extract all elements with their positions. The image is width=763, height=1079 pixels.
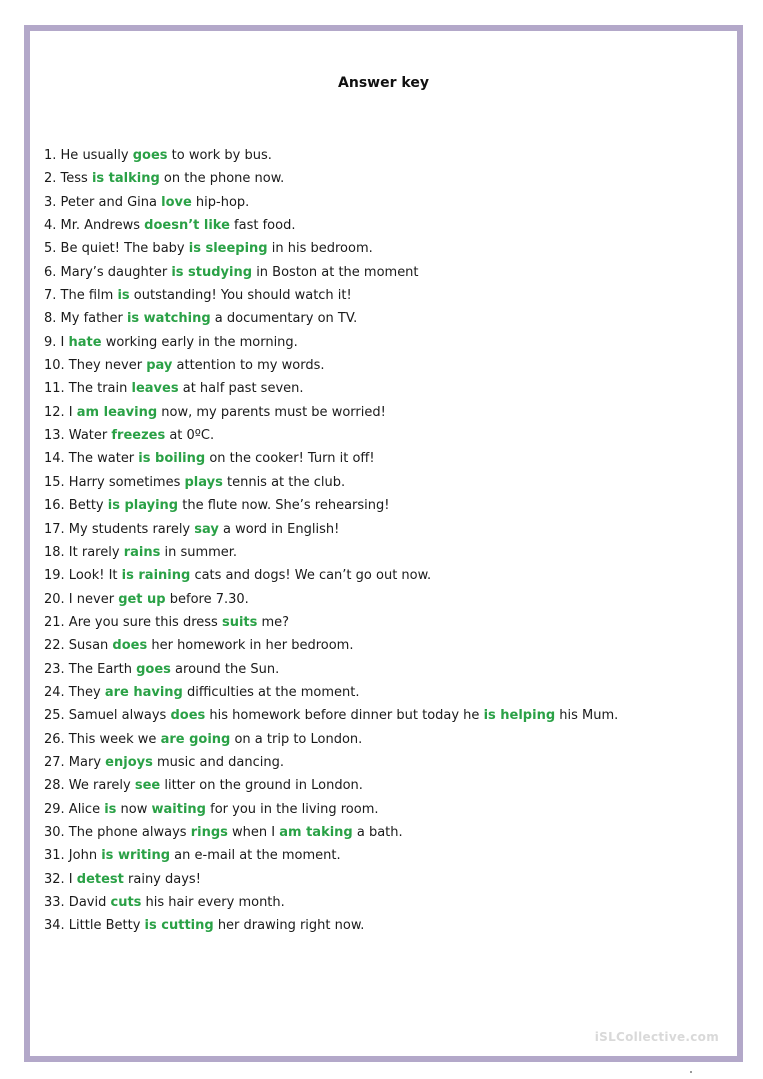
sentence-text: 29. Alice [44,801,105,817]
answer-item [44,681,618,704]
answer-item [44,868,618,891]
sentence-text: a word in English! [218,521,340,537]
answer-item [44,891,618,914]
answer-item [44,447,618,470]
sentence-text: 6. Mary’s daughter [44,264,172,280]
sentence-text: 31. John [44,848,102,864]
answer-item [44,424,618,447]
sentence-text: 19. Look! It [44,568,122,584]
sentence-text: 33. David [44,895,111,910]
sentence-text: 18. It rarely [44,544,124,560]
sentence-text: to work by bus. [167,148,272,163]
sentence-text: 13. Water [44,428,112,444]
sentence-text: 20. I never [44,591,119,607]
sentence-text: 32. I [44,871,77,887]
answer-verb: is studying [171,264,253,280]
answer-verb: plays [184,474,223,490]
sentence-text: music and dancing. [152,754,284,770]
sentence-text: 7. The film [44,288,118,304]
answer-verb: goes [132,148,168,163]
answer-verb: doesn’t like [144,218,230,234]
sentence-text: her homework in her bedroom. [147,638,354,654]
sentence-text: an e-mail at the moment. [170,848,341,864]
answer-verb: is [117,288,130,304]
sentence-text: 11. The train [44,381,132,397]
answer-item [44,237,618,260]
answer-item [44,284,618,307]
page-title: Answer key [338,75,429,91]
sentence-text: when I [227,824,280,840]
sentence-text: his Mum. [555,708,619,724]
answer-verb: is sleeping [188,241,268,257]
sentence-text: 12. I [44,404,77,420]
sentence-text: in his bedroom. [267,241,373,257]
sentence-text: in Boston at the moment [252,264,419,280]
sentence-text: 14. The water [44,451,139,467]
sentence-text: me? [257,614,290,630]
answer-item [44,798,618,821]
answer-verb: see [134,778,161,794]
sentence-text: rainy days! [123,871,201,887]
answer-item [44,564,618,587]
sentence-text: 34. Little Betty [44,918,145,934]
sentence-text: her drawing right now. [213,918,365,934]
sentence-text: at half past seven. [178,381,304,397]
answer-item [44,331,618,354]
answer-verb: say [194,521,219,537]
answer-item [44,191,618,214]
answer-verb: is talking [91,171,160,187]
sentence-text: on the cooker! Turn it off! [205,451,375,467]
answer-verb: am leaving [76,404,158,420]
answer-item [44,914,618,937]
answer-verb: rains [123,544,161,560]
answer-item [44,774,618,797]
sentence-text: tennis at the club. [222,474,346,490]
sentence-text: now [116,801,152,817]
sentence-text: 15. Harry sometimes [44,474,185,490]
sentence-text: on a trip to London. [230,731,363,747]
sentence-text: at 0ºC. [165,428,215,444]
sentence-text: his homework before dinner but today he [205,708,484,724]
sentence-text: his hair every month. [141,895,285,910]
answer-verb: are going [160,731,231,747]
answer-item [44,844,618,867]
answer-list [44,144,618,938]
sentence-text: a documentary on TV. [210,311,358,327]
sentence-text: difficulties at the moment. [182,684,360,700]
answer-verb: detest [76,871,124,887]
sentence-text: 30. The phone always [44,824,191,840]
answer-verb: is playing [107,498,179,514]
answer-item [44,261,618,284]
sentence-text: around the Sun. [170,661,280,677]
answer-verb: is writing [101,848,171,864]
sentence-text: 8. My father [44,311,127,327]
sentence-text: cats and dogs! We can’t go out now. [190,568,432,584]
answer-verb: suits [221,614,258,630]
answer-item [44,704,618,727]
answer-item [44,144,618,167]
sentence-text: 27. Mary [44,754,106,770]
sentence-text: working early in the morning. [101,334,298,350]
sentence-text: 9. I [44,334,69,350]
sentence-text: now, my parents must be worried! [157,404,386,420]
sentence-text: 1. He usually [44,148,133,163]
sentence-text: 16. Betty [44,498,108,514]
sentence-text: attention to my words. [172,358,325,374]
sentence-text: on the phone now. [159,171,285,187]
decorative-dot [690,1071,692,1073]
answer-item [44,611,618,634]
answer-item [44,728,618,751]
answer-verb: hate [68,334,102,350]
answer-verb: am taking [279,824,353,840]
sentence-text: outstanding! You should watch it! [129,288,352,304]
answer-item [44,354,618,377]
answer-verb: is cutting [144,918,214,934]
sentence-text: a bath. [352,824,403,840]
answer-verb: love [161,194,192,210]
answer-verb: is raining [121,568,191,584]
answer-verb: goes [136,661,171,677]
sentence-text: before 7.30. [165,591,249,607]
sentence-text: hip-hop. [191,194,250,210]
answer-verb: waiting [151,801,206,817]
answer-item [44,307,618,330]
answer-verb: is boiling [138,451,206,467]
answer-item [44,494,618,517]
answer-item [44,634,618,657]
sentence-text: 3. Peter and Gina [44,194,162,210]
sentence-text: litter on the ground in London. [160,778,363,794]
sentence-text: the flute now. She’s rehearsing! [178,498,390,514]
sentence-text: 5. Be quiet! The baby [44,241,189,257]
sentence-text: 2. Tess [44,171,92,187]
sentence-text: 26. This week we [44,731,161,747]
answer-verb: is [104,801,117,817]
answer-item [44,401,618,424]
answer-verb: does [170,708,206,724]
sentence-text: 4. Mr. Andrews [44,218,145,234]
sentence-text: 25. Samuel always [44,708,171,724]
sentence-text: fast food. [229,218,296,234]
sentence-text: 21. Are you sure this dress [44,614,222,630]
sentence-text: 17. My students rarely [44,521,195,537]
answer-item [44,471,618,494]
watermark-logo: iSLCollective.com [594,1030,719,1044]
answer-item [44,821,618,844]
answer-item [44,167,618,190]
answer-verb: is helping [483,708,556,724]
answer-verb: freezes [111,428,166,444]
answer-verb: is watching [126,311,211,327]
sentence-text: 22. Susan [44,638,113,654]
answer-verb: does [112,638,148,654]
answer-verb: get up [118,591,166,607]
answer-item [44,658,618,681]
sentence-text: for you in the living room. [205,801,379,817]
sentence-text: 23. The Earth [44,661,137,677]
answer-verb: cuts [110,895,142,910]
answer-verb: pay [146,358,173,374]
answer-verb: enjoys [105,754,153,770]
answer-verb: are having [104,684,183,700]
page-frame [24,25,743,1062]
answer-verb: leaves [131,381,179,397]
answer-item [44,751,618,774]
sentence-text: 24. They [44,684,105,700]
sentence-text: 28. We rarely [44,778,135,794]
answer-item [44,377,618,400]
sentence-text: in summer. [160,544,238,560]
sentence-text: 10. They never [44,358,147,374]
answer-verb: rings [190,824,228,840]
answer-item [44,541,618,564]
answer-item [44,214,618,237]
answer-item [44,588,618,611]
answer-item [44,518,618,541]
